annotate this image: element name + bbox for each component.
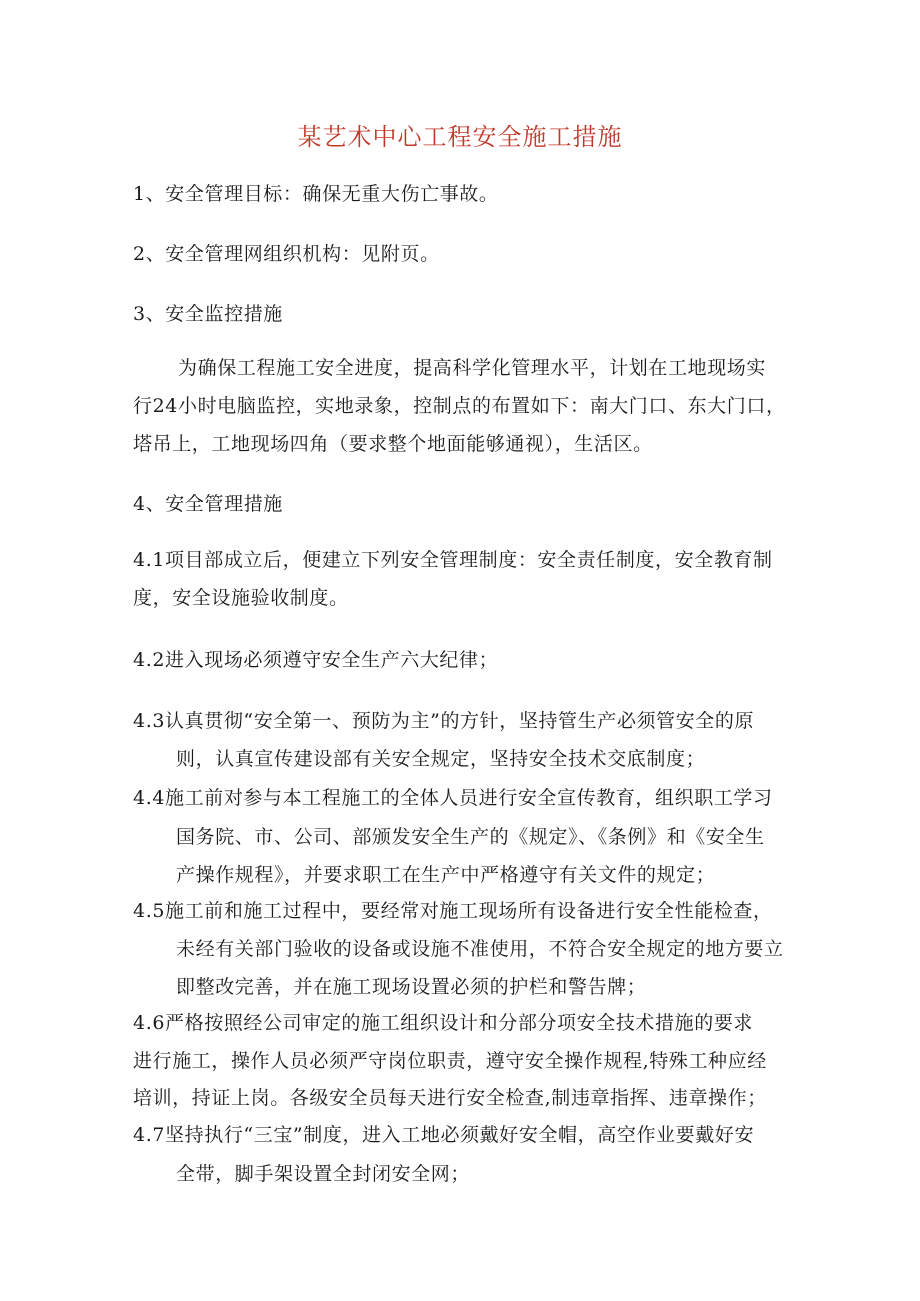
section-3-line-2: 行24小时电脑监控，实地录象，控制点的布置如下：南大门口、东大门口，	[133, 395, 786, 417]
item-4-6-line-2: 进行施工，操作人员必须严守岗位职责，遵守安全操作规程,特殊工种应经	[133, 1050, 767, 1072]
item-4-4-line-2: 国务院、市、公司、部颁发安全生产的《规定》、《条例》和《安全生	[176, 826, 765, 848]
section-3-line-3: 塔吊上，工地现场四角（要求整个地面能够通视），生活区。	[133, 433, 653, 455]
item-4-3-line-2: 则，认真宣传建设部有关安全规定，坚持安全技术交底制度；	[176, 748, 706, 770]
item-4-6-line-1: 4.6严格按照经公司审定的施工组织设计和分部分项安全技术措施的要求	[133, 1012, 754, 1034]
section-2-organization: 2、安全管理网组织机构：见附页。	[133, 243, 440, 265]
section-3-heading: 3、安全监控措施	[133, 303, 283, 325]
item-4-5-line-2: 未经有关部门验收的设备或设施不准使用，不符合安全规定的地方要立	[176, 938, 784, 960]
section-3-line-1: 为确保工程施工安全进度，提高科学化管理水平，计划在工地现场实	[178, 357, 767, 379]
item-4-1-line-2: 度，安全设施验收制度。	[133, 587, 349, 609]
item-4-5-line-1: 4.5施工前和施工过程中，要经常对施工现场所有设备进行安全性能检查，	[133, 900, 773, 922]
item-4-5-line-3: 即整改完善，并在施工现场设置必须的护栏和警告牌；	[176, 976, 647, 998]
item-4-2-line-1: 4.2进入现场必须遵守安全生产六大纪律；	[133, 649, 499, 671]
document-title: 某艺术中心工程安全施工措施	[297, 123, 623, 151]
item-4-6-line-3: 培训，持证上岗。各级安全员每天进行安全检查,制违章指挥、违章操作；	[133, 1087, 767, 1109]
section-4-heading: 4、安全管理措施	[133, 493, 283, 515]
item-4-7-line-2: 全带，脚手架设置全封闭安全网；	[176, 1163, 471, 1185]
item-4-7-line-1: 4.7坚持执行“三宝”制度，进入工地必须戴好安全帽，高空作业要戴好安	[133, 1124, 755, 1146]
section-1-target: 1、安全管理目标：确保无重大伤亡事故。	[133, 183, 499, 205]
item-4-4-line-1: 4.4施工前对参与本工程施工的全体人员进行安全宣传教育，组织职工学习	[133, 787, 773, 809]
item-4-4-line-3: 产操作规程》，并要求职工在生产中严格遵守有关文件的规定；	[176, 864, 716, 886]
item-4-1-line-1: 4.1项目部成立后，便建立下列安全管理制度：安全责任制度，安全教育制	[133, 549, 773, 571]
item-4-3-line-1: 4.3认真贯彻“安全第一、预防为主”的方针，坚持管生产必须管安全的原	[133, 710, 755, 732]
